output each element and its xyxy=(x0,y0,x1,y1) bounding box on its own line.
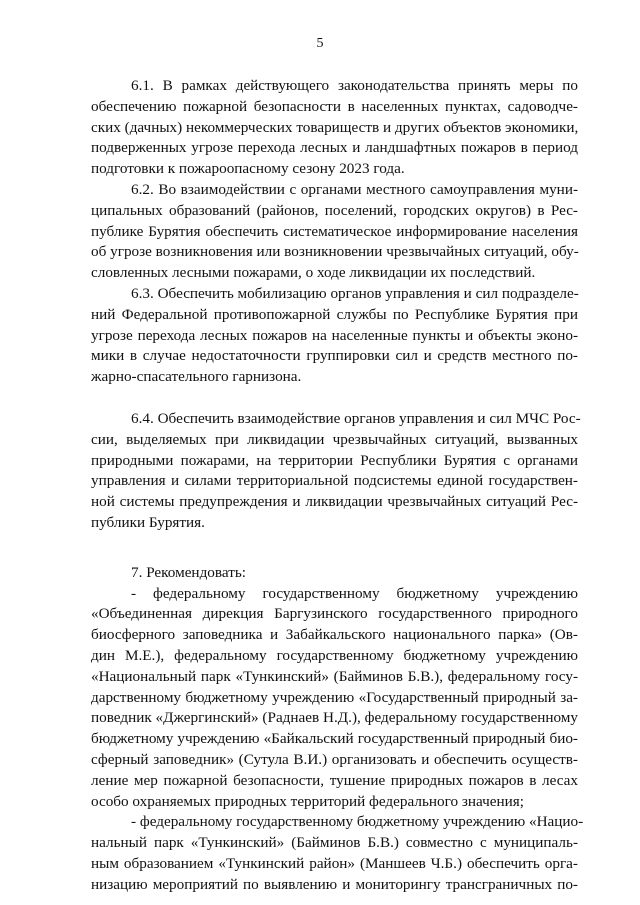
text-line: управления и силами территориальной подсистемы единой государствен- xyxy=(91,472,578,490)
text-line: 7. Рекомендовать: xyxy=(131,563,246,581)
text-line: поведник «Джергинский» (Раднаев Н.Д.), федеральному государственному xyxy=(91,709,578,727)
text-line: низацию мероприятий по выявлению и мониторингу трансграничных по- xyxy=(91,875,578,893)
text-line: подготовки к пожароопасному сезону 2023 года. xyxy=(91,160,405,178)
text-line: мики в случае недостаточности группировки сил и средств местного по- xyxy=(91,347,578,365)
text-line: словленных лесными пожарами, о ходе ликвидации их последствий. xyxy=(91,264,536,282)
text-line: особо охраняемых природных территорий федерального значения; xyxy=(91,792,524,810)
text-line: ских (дачных) некоммерческих товариществ и других объектов экономики, xyxy=(91,118,579,136)
text-line: угрозе перехода лесных пожаров на населенные пункты и объекты эконо- xyxy=(91,326,578,344)
paragraph-6-1 xyxy=(91,76,578,180)
text-line: ление мер пожарной безопасности, тушение природных пожаров в лесах xyxy=(91,771,578,789)
text-line: 6.2. Во взаимодействии с органами местного самоуправления муни- xyxy=(131,180,578,198)
text-line: дин М.Е.), федеральному государственному бюджетному учреждению xyxy=(91,646,578,664)
text-line: жарно-спасательного гарнизона. xyxy=(91,368,302,386)
paragraph-6-2 xyxy=(91,180,578,284)
paragraph-7-item-2 xyxy=(91,812,584,895)
text-line: ной системы предупреждения и ликвидации чрезвычайных ситуаций Рес- xyxy=(91,493,578,511)
paragraph-6-4 xyxy=(91,409,581,534)
text-line: «Национальный парк «Тункинский» (Байминов Б.В.), федеральному госу- xyxy=(91,667,578,685)
text-line: об угрозе возникновения или возникновении чрезвычайных ситуаций, обу- xyxy=(91,243,579,261)
text-line: публики Бурятия. xyxy=(91,513,205,531)
paragraph-gap xyxy=(91,388,578,409)
text-line: - федеральному государственному бюджетному учреждению «Нацио- xyxy=(131,813,584,831)
paragraph-7-item-1 xyxy=(91,584,578,813)
paragraph-7 xyxy=(91,563,578,584)
text-line: бюджетному учреждению «Байкальский государственный природный био- xyxy=(91,730,578,748)
text-line: обеспечению пожарной безопасности в населенных пунктах, садоводче- xyxy=(91,97,578,115)
page-number: 5 xyxy=(316,36,324,51)
text-line: «Объединенная дирекция Баргузинского государственного природного xyxy=(91,605,578,623)
text-line: природными пожарами, на территории Республики Бурятия с органами xyxy=(91,451,578,469)
text-line: нальный парк «Тункинский» (Байминов Б.В.) совместно с муниципаль- xyxy=(91,834,578,852)
text-line: - федеральному государственному бюджетному учреждению xyxy=(131,584,578,602)
text-line: 6.1. В рамках действующего законодательства принять меры по xyxy=(131,77,578,94)
text-line: дарственному бюджетному учреждению «Государственный природный за- xyxy=(91,688,578,706)
text-line: биосферного заповедника и Забайкальского национального парка» (Ов- xyxy=(91,626,578,644)
paragraph-6-3 xyxy=(91,284,578,388)
text-line: ным образованием «Тункинский район» (Маншеев Ч.Б.) обеспечить орга- xyxy=(91,854,578,872)
paragraph-gap xyxy=(91,534,578,563)
text-line: 6.3. Обеспечить мобилизацию органов управления и сил подразделе- xyxy=(131,284,579,302)
text-line: публике Бурятия обеспечить систематическое информирование населения xyxy=(91,222,578,240)
text-line: сии, выделяемых при ликвидации чрезвычайных ситуаций, вызванных xyxy=(91,430,578,448)
text-line: сферный заповедник» (Сутула В.И.) организовать и обеспечить осуществ- xyxy=(91,750,578,768)
text-line: подверженных угрозе перехода лесных и ландшафтных пожаров в период xyxy=(91,139,578,157)
text-line: ний Федеральной противопожарной службы по Республике Бурятия при xyxy=(91,305,578,323)
document-body xyxy=(91,76,584,895)
text-line: 6.4. Обеспечить взаимодействие органов управления и сил МЧС Рос- xyxy=(131,409,581,427)
text-line: ципальных образований (районов, поселений, городских округов) в Рес- xyxy=(91,201,578,219)
